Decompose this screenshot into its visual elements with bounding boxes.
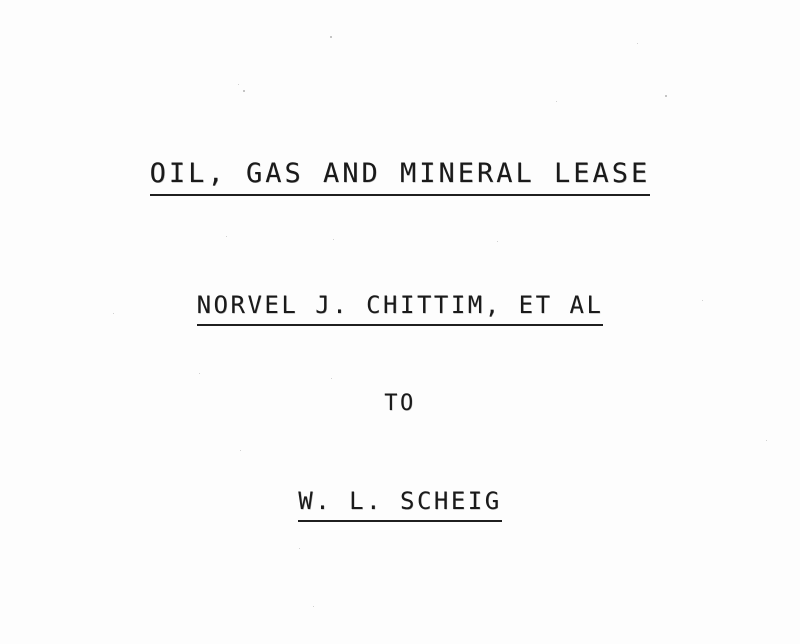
connector-line: [0, 391, 800, 416]
connector-word: TO: [384, 391, 416, 416]
lessee-name: W. L. SCHEIG: [298, 487, 501, 522]
lessor-line: [0, 291, 800, 326]
document-title-line: [0, 158, 800, 196]
document-title: OIL, GAS AND MINERAL LEASE: [150, 158, 651, 196]
lessee-line: [0, 487, 800, 522]
lessor-name: NORVEL J. CHITTIM, ET AL: [197, 291, 604, 326]
